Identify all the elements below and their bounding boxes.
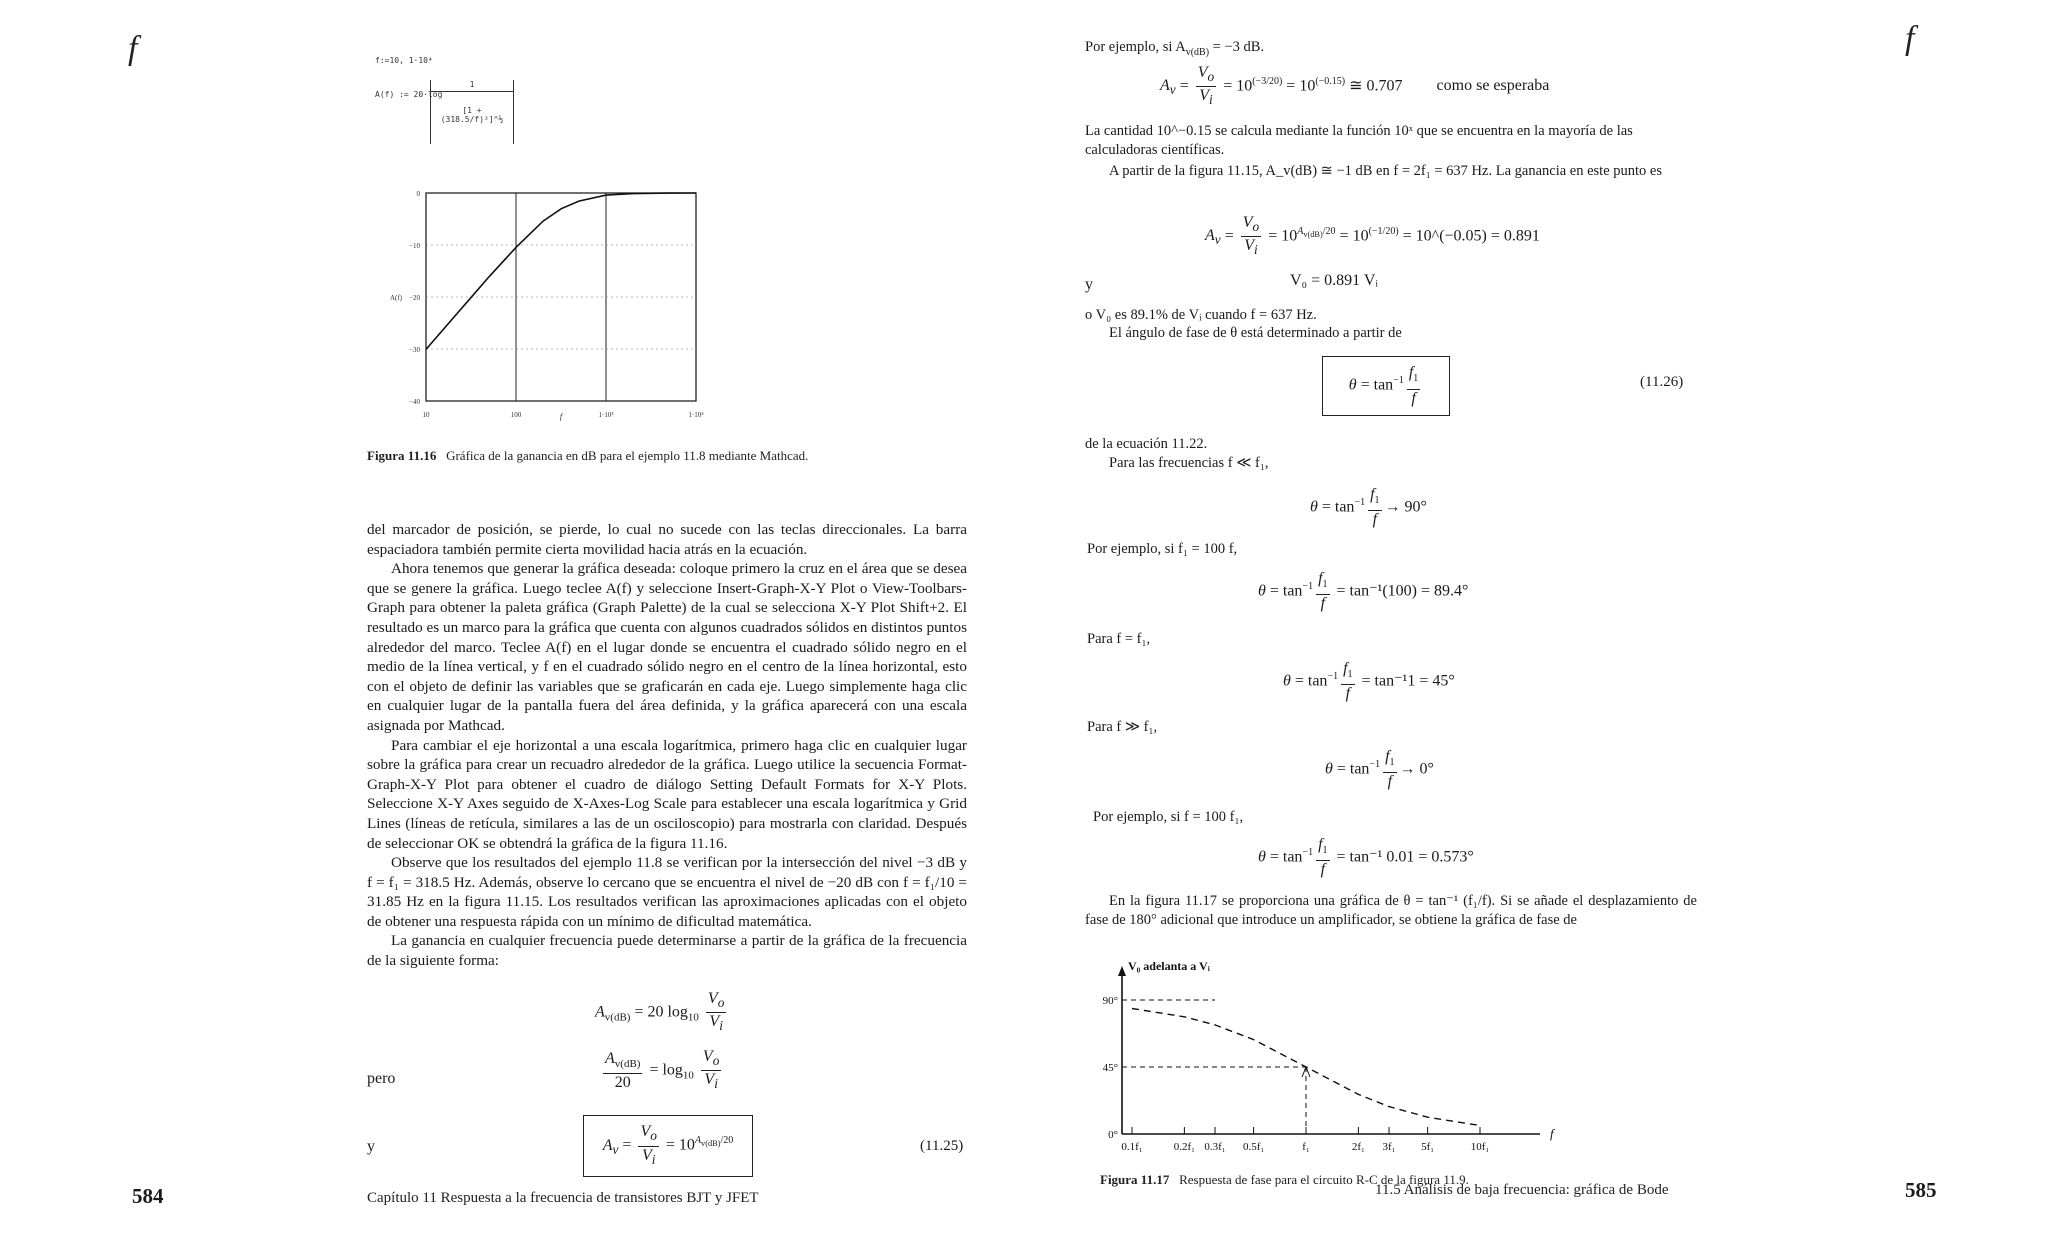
y-tick-label: −30 (409, 346, 420, 354)
figure-11-16-label: Figura 11.16 (367, 448, 437, 463)
equation-theta-low: $\theta = \tan^{-1}$ $\frac{f_1}{f}$ → 90° (1310, 486, 1427, 529)
x-axis-label: f (559, 412, 563, 421)
mathcad-gain-function (430, 80, 514, 144)
y-tick-label: 0° (1108, 1129, 1118, 1141)
right-line-example-a-text: Por ejemplo, si A (1085, 39, 1186, 55)
x-tick-label: 0.1f₁ (1121, 1141, 1143, 1153)
x-tick-label: 10f₁ (1470, 1141, 1490, 1153)
right-line-example-a: Por ejemplo, si $A_{v(dB)} = -3$ dB. (1085, 39, 1265, 58)
equation-example-4: $\theta = \tan^{-1}$ $\frac{f_1}{f}$ = tan⁻¹ 0.01 = 0.573° (1258, 836, 1474, 879)
x-tick-label: 0.3f₁ (1204, 1141, 1226, 1153)
figure-11-17-label: Figura 11.17 (1100, 1172, 1170, 1187)
example-3-label: Para f ≫ f₁, (1087, 719, 1158, 735)
mathcad-gain-label: A(f) := 20·log (375, 90, 443, 99)
x-tick-label: 0.2f₁ (1173, 1141, 1196, 1153)
example-2-result: = tan⁻¹1 = 45° (1361, 672, 1455, 690)
mathcad-gain-denominator: [1 + (318.5/f)²]^½ (440, 106, 504, 124)
mathcad-gain-numerator: 1 (431, 80, 513, 92)
example-2-label: Para f = f₁, (1087, 631, 1151, 647)
left-margin-mark: f (128, 30, 138, 67)
equation-av-0707: $A_v$ = $\frac{V_o}{V_i}$ = $10^{(-3/20)} = 10^{(-0.15)}$ ≅ 0.707 como se esperaba (1160, 64, 1550, 108)
left-page-footer: Capítulo 11 Respuesta a la frecuencia de transistores BJT y JFET (367, 1190, 759, 1206)
right-page-footer: 11.5 Análisis de baja frecuencia: gráfica de Bode (1375, 1182, 1669, 1198)
figure-11-17-caption-text: Respuesta de fase para el circuito R-C de la figura 11.9. (1179, 1172, 1469, 1187)
x-tick-label: f₁ (1302, 1141, 1310, 1153)
right-margin-mark: f (1905, 20, 1915, 57)
equation-gain-db: $A_{v(dB)} = 20$ $\log_{10}$ $\frac{V_o}{V_i}$ (595, 990, 725, 1034)
word-y-right: y (1085, 276, 1093, 293)
paragraph-2: Ahora tenemos que generar la gráfica deseada: coloque primero la cruz en el área que se desea que se genere la gráfica. Luego teclee A(f) y seleccione Insert-Graph-X-Y Plot o View-Toolbars-Graph para obtener la paleta gráfica (Graph Palette) de la cual se selecciona X-Y Plot Shift+2. El resultado es un marco para la gráfica que cuenta con algunos cuadrados sólidos en distintos puntos alrededor del marco. Teclee A(f) en el lugar donde se encuentra el cuadrado sólido negro en el medio de la línea vertical, y f en el cuadrado sólido negro en el centro de la línea horizontal, esto con el objeto de definir las variables que se graficarán en cada eje. Luego simplemente haga clic en cualquier lugar de la pantalla fuera del área definida, y la gráfica aparecerá con una escala asignada por Mathcad. (367, 560, 967, 734)
mathcad-range-definition: f:=10, 1·10⁴ (375, 56, 433, 65)
figure-11-16-caption-text: Gráfica de la ganancia en dB para el ejemplo 11.8 mediante Mathcad. (446, 448, 809, 463)
equation-11-26-number: (11.26) (1640, 374, 1684, 390)
x-tick-label: 2f₁ (1351, 1141, 1365, 1153)
example-1-result: = tan⁻¹(100) = 89.4° (1336, 582, 1469, 600)
paragraph-3: Para cambiar el eje horizontal a una escala logarítmica, primero haga clic en cualquier lugar sobre la gráfica para crear un recuadro alrededor de la gráfica. Luego utilice la secuencia Format-Graph-X-Y Plot para obtener el cuadro de diálogo Setting Default Formats for X-Y Plots. Seleccione X-Y Axes seguido de X-Axes-Log Scale para establecer una escala logarítmica y Grid Lines (líneas de retícula, similares a las de un osciloscopio) para mostrarla con claridad. Después de seleccionar OK se obtendrá la gráfica de la figura 11.16. (367, 736, 967, 852)
line-from-equation-11-22: de la ecuación 11.22. (1085, 436, 1208, 452)
right-page-number: 585 (1905, 1178, 1937, 1202)
y-axis-title: V₀ adelanta a Vᵢ (1128, 959, 1210, 973)
x-tick-label: 5f₁ (1421, 1141, 1435, 1153)
gain-curve (426, 193, 696, 349)
example-4-label: Por ejemplo, si f = 100 f₁, (1093, 809, 1244, 825)
paragraph-calculator: La cantidad 10^−0.15 se calcula mediante la función 10ˣ que se encuentra en la mayoría de las calculadoras científicas. (1085, 123, 1633, 158)
y-tick-label: 45° (1102, 1062, 1118, 1074)
x-tick-label: 100 (510, 411, 522, 419)
figure-11-16-gain-plot (370, 185, 710, 425)
x-tick-label: 0.5f₁ (1242, 1141, 1265, 1153)
y-tick-label: −40 (409, 398, 420, 406)
word-y-left: y (367, 1138, 375, 1155)
paragraph-1: del marcador de posición, se pierde, lo cual no sucede con las teclas direccionales. La barra espaciadora también permite cierta movilidad hacia atrás en la ecuación. (367, 521, 967, 558)
example-3-result: → 0° (1399, 760, 1434, 778)
x-axis-label: f (1550, 1126, 1554, 1141)
equation-av-0891: $A_v$ = $\frac{V_o}{V_i}$ = $10^{A_{v(dB)}/20} = 10^{(-1/20)}$ = 10^(−0.05) = 0.891 (1205, 214, 1540, 258)
line-vo-percent: o V₀ es 89.1% de Vᵢ cuando f = 637 Hz. (1085, 307, 1317, 323)
equation-example-1: $\theta = \tan^{-1}$ $\frac{f_1}{f}$ = tan⁻¹(100) = 89.4° (1258, 570, 1469, 613)
left-page-number: 584 (132, 1184, 164, 1208)
word-pero: pero (367, 1070, 396, 1087)
equation-vo-0891: V₀ = 0.891 Vᵢ (1290, 272, 1379, 289)
paragraph-4: Observe que los resultados del ejemplo 11.8 se verifican por la intersección del nivel −3 dB y f = f₁ = 318.5 Hz. Además, observe lo cercano que se encuentra el nivel de −20 dB con f = f₁/10 = 31.85 Hz en la figura 11.15. Los resultados verifican las aproximaciones aplicadas con el objeto de obtener una respuesta rápida con un mínimo de dificultad matemática. (367, 854, 967, 930)
y-tick-label: 90° (1102, 995, 1118, 1007)
eq1-result: ≅ 0.707 (1349, 77, 1403, 95)
x-tick-label: 1·10⁴ (688, 411, 704, 419)
eq1-note: como se esperaba (1436, 77, 1550, 95)
equation-gain-over-20: $\frac{A_{v(dB)}}{20}$ = $\log_{10}$ $\frac{V_o}{V_i}$ (605, 1048, 720, 1092)
line-low-frequencies: Para las frecuencias f ≪ f₁, (1109, 455, 1269, 471)
y-tick-label: −20 (409, 294, 420, 302)
x-tick-label: 3f₁ (1382, 1141, 1396, 1153)
paragraph-5: La ganancia en cualquier frecuencia puede determinarse a partir de la gráfica de la frecuencia de la siguiente forma: (367, 932, 967, 970)
paragraph-figure-11-15: A partir de la figura 11.15, A_v(dB) ≅ −1 dB en f = 2f₁ = 637 Hz. La ganancia en este punto es (1109, 163, 1662, 179)
equation-11-26-box: $\theta = \tan^{-1}$ $\frac{f_1}{f}$ (1322, 356, 1450, 416)
x-tick-label: 1·10³ (598, 411, 614, 419)
y-axis-label: A(f) (389, 294, 403, 302)
example-1-label: Por ejemplo, si f₁ = 100 f, (1087, 541, 1238, 557)
y-tick-label: 0 (416, 190, 420, 198)
equation-11-25-box: $A_v$ = $\frac{V_o}{V_i}$ = $10^{A_{v(dB)}/20}$ (583, 1115, 753, 1177)
equation-11-25-number: (11.25) (920, 1138, 964, 1154)
y-axis-arrowhead (1118, 966, 1126, 976)
figure-11-17-phase-plot (1100, 950, 1580, 1165)
equation-example-2: $\theta = \tan^{-1}$ $\frac{f_1}{f}$ = tan⁻¹1 = 45° (1283, 660, 1455, 703)
equation-example-3: $\theta = \tan^{-1}$ $\frac{f_1}{f}$ → 0° (1325, 748, 1434, 791)
eq-low-result: → 90° (1384, 498, 1427, 516)
x-tick-label: 10 (422, 411, 430, 419)
eq2-result: = 10^(−0.05) = 0.891 (1402, 227, 1540, 245)
y-tick-label: −10 (409, 242, 420, 250)
line-phase-angle: El ángulo de fase de θ está determinado a partir de (1109, 325, 1402, 341)
figure-11-16-caption (367, 448, 808, 464)
paragraph-figure-11-17: En la figura 11.17 se proporciona una gráfica de θ = tan⁻¹ (f₁/f). Si se añade el desplazamiento de fase de 180° adicional que introduce un amplificador, se obtiene la gráfica de fase de (1085, 893, 1697, 928)
example-4-result: = tan⁻¹ 0.01 = 0.573° (1336, 848, 1474, 866)
left-body-text (367, 520, 967, 971)
